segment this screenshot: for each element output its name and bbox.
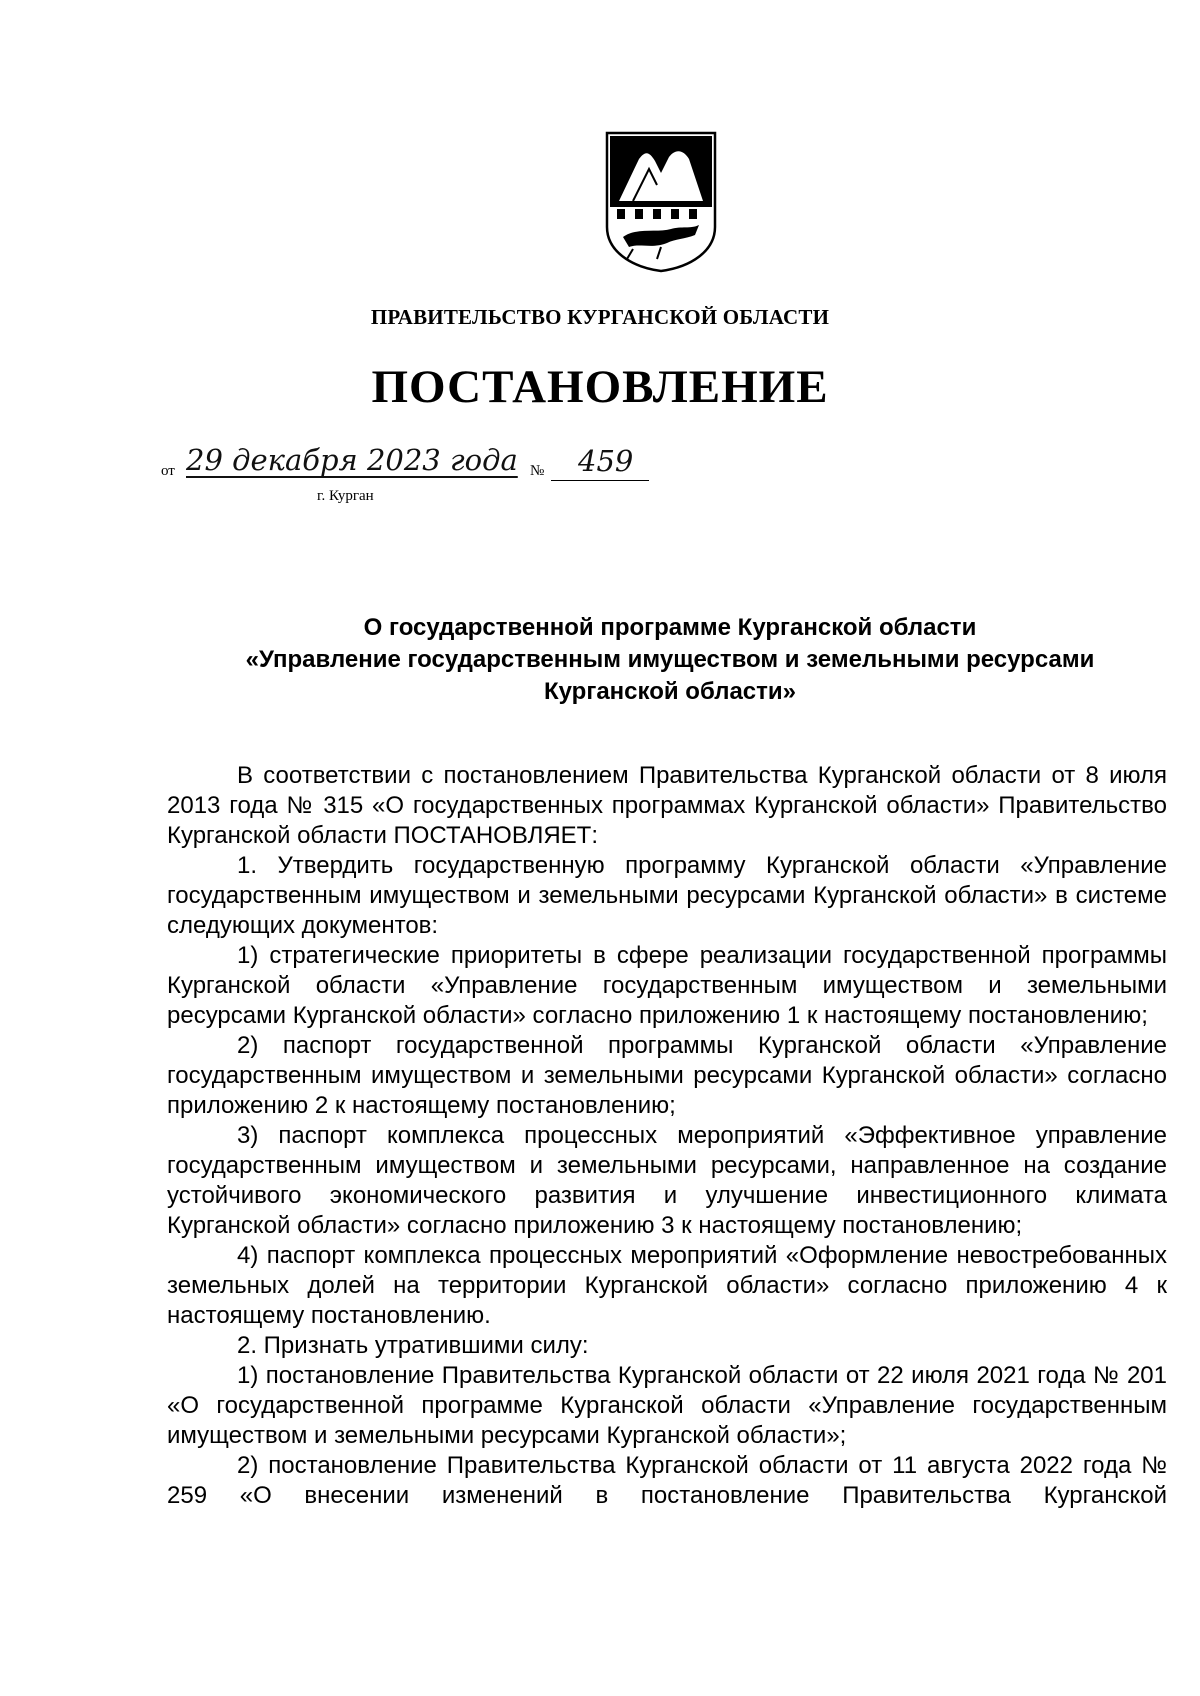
- body-paragraph: 1) стратегические приоритеты в сфере реализации государственной программы Курганской области «Управление государственным имуществом и земельными ресурсами Курганской области» согласно приложению 1 к настоящему постановлению;: [167, 942, 1167, 1029]
- body-paragraph: 2) постановление Правительства Курганской области от 11 августа 2022 года № 259 «О внесении изменений в постановление Правительства Курганской: [167, 1452, 1167, 1509]
- body-paragraph: 1. Утвердить государственную программу Курганской области «Управление государственным имуществом и земельными ресурсами Курганской области» в системе следующих документов:: [167, 852, 1167, 939]
- number-underline: [551, 480, 649, 481]
- document-body: [167, 761, 1167, 1511]
- body-paragraph: В соответствии с постановлением Правительства Курганской области от 8 июля 2013 года № 315 «О государственных программах Курганской области» Правительство Курганской области ПОСТАНОВЛЯЕТ:: [167, 762, 1167, 849]
- body-paragraph: 2. Признать утратившими силу:: [237, 1332, 589, 1359]
- title-line: «Управление государственным имуществом и земельными ресурсами: [245, 646, 1095, 673]
- title-line: О государственной программе Курганской области: [363, 614, 977, 641]
- document-date: 29 декабря 2023 года: [186, 443, 518, 477]
- organization-name: ПРАВИТЕЛЬСТВО КУРГАНСКОЙ ОБЛАСТИ: [370, 305, 830, 329]
- date-prefix-label: от: [161, 463, 175, 479]
- body-paragraph: 1) постановление Правительства Курганской области от 22 июля 2021 года № 201 «О государственной программе Курганской области «Управление государственным имуществом и земельными ресурсами Курганской области»;: [167, 1362, 1167, 1449]
- body-paragraph: 2) паспорт государственной программы Курганской области «Управление государственным имуществом и земельными ресурсами Курганской области» согласно приложению 2 к настоящему постановлению;: [167, 1032, 1167, 1119]
- document-number: 459: [578, 444, 634, 478]
- document-type: ПОСТАНОВЛЕНИЕ: [371, 361, 829, 413]
- title-line: Курганской области»: [544, 678, 796, 705]
- body-paragraph: 4) паспорт комплекса процессных мероприятий «Оформление невостребованных земельных долей на территории Курганской области» согласно приложению 4 к настоящему постановлению.: [167, 1242, 1167, 1329]
- document-title: [170, 612, 1170, 708]
- city-label: г. Курган: [317, 488, 374, 504]
- body-paragraph: 3) паспорт комплекса процессных мероприятий «Эффективное управление государственным имуществом и земельными ресурсами, направленное на создание устойчивого экономического развития и улучшение инвестиционного климата Курганской области» согласно приложению 3 к настоящему постановлению;: [167, 1122, 1167, 1239]
- number-label: №: [530, 463, 545, 479]
- coat-of-arms-emblem: [603, 129, 719, 275]
